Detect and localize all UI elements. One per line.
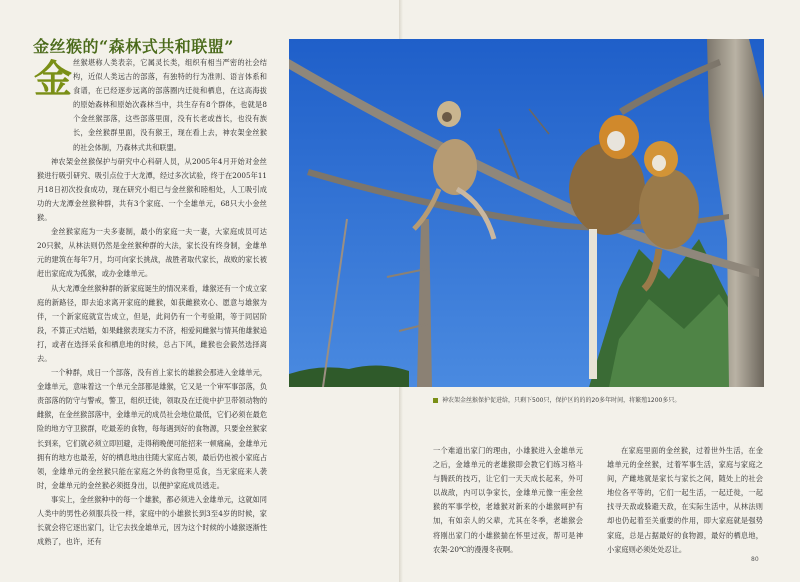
paragraph: 一个种群，成日一个部落，没有首上家长的雄猴会那进入金雄单元，金雄单元，意味着这一个单元全部都是雄猴，它又是一个审军事部落，负责部落的防守与警戒，警卫，组织迁徙，领取及在迁徙中护卫带领动物的雌猴，在金丝猴部落中，金雄单元的成员社会地位最低，它们必须在最危险的地方守卫猴群，吃最差的食物，每每遇到好的食物源，只要金丝猴家长到来，它们就必须立即回避，走得稍晚便可能招来一顿痛扁，金雄单元拥有的地方也最差，好的栖息地由往随大家庭占领，最后仍也被小家庭占领，金雄单元的金丝猴只能在家庭之外的食物里觅食，当无家庭来人袭时，金雄单元的金丝猴必须挺身出，以便护家庭成员逃走。 xyxy=(37,368,267,490)
paragraph: 神农架金丝猴保护与研究中心科研人员，从2005年4月开始对金丝猴进行吸引研究、吸引点位于大龙潭，经过多次试验，终于在2005年11月18日初次投食成功，现在研究小组已与金丝猴和睦相处，人工吸引成功的大龙潭金丝猴种群，共有3个家庭、一个全雄单元，68只大小金丝猴。 xyxy=(37,156,267,223)
page-number: 80 xyxy=(751,556,759,563)
paragraph: 金丝猴家庭为一夫多妻制，最小的家庭一夫一妻，大家庭成员可达20只猴，从林法则仍然是金丝猴种群的大法，家长没有终身制，金雄单元的建筑在每年7月，均可向家长挑战，战胜者取代家长，战败的家长被赶出家庭成为孤猴，或办金雄单元。 xyxy=(37,227,267,279)
left-text-column xyxy=(37,56,267,546)
article-title: 金丝猴的“森林式共和联盟” xyxy=(33,37,234,56)
caption-text: 神农架金丝猴保护促进给，只剩下500只，保护区的的的20多年时间，将繁殖1200多只。 xyxy=(442,397,681,404)
bottom-text-column-1 xyxy=(433,444,583,554)
paragraph: 一个难道出家门的理由，小雄猴进入金雄单元之后，金雄单元的老雄猴即会教它们练习格斗与腾跃的技巧，让它们一天天成长起来，外可以战敌，内可以争家长，金雄单元像一座金丝猴的军事学校，老雄猴对新来的小雄猴呵护有加，有如亲人的父辈，尤其在冬季，老雄猴会将刚出家门的小雄猴揣在怀里过夜，帮可是神农架-20℃的漫漫冬夜啊。 xyxy=(433,446,583,554)
paragraph: 从大龙潭金丝猴种群的新家庭诞生的情况来看，雄猴还有一个成立家庭的新路径，即去追求离开家庭的雌猴，如获雌猴欢心、愿意与雄猴为伴，一个新家庭就宣告成立，但是，此间仍有一个考验期，等于同居阶段，不算正式结婚，如果雌猴表现实力不济，相爱间雌猴与情其他雄猴追打，或者在选择采食和栖息地的时候，总占下风，雌猴也会毅然选择离去。 xyxy=(37,283,267,363)
bottom-text-column-2 xyxy=(607,444,763,554)
drop-cap: 金 xyxy=(34,56,73,101)
photo-caption xyxy=(433,395,680,404)
paragraph: 在家庭里面的金丝猴，过着世外生活，在金雄单元的金丝猴，过着军事生活，家庭与家庭之间，产雌地就是家长与家长之间，随处上的社会地位各平等的，它们一起生活，一起迁徙，一起找寻天敌或躲避天敌，在实际生活中，从林法则却也仍起着至关重要的作用，即大家庭就是强势家庭，总是占据最好的食物源，最好的栖息地，小家庭则必须处处忍让。 xyxy=(607,446,763,554)
paragraph: 事实上，金丝猴种中的每一个雄猴，都必须进入金雄单元，这就如同人类中的男性必须服兵役一样，家庭中的小雄猴长到3至4岁的时候，家长就会将它逐出家门，让它去找金雄单元，因为这个时候的小雄猴逐渐性成熟了，也许，还有 xyxy=(37,494,267,546)
golden-monkey-photo xyxy=(289,39,764,387)
paragraph: 丝猴堪称人类表亲，它属灵长类，组织有相当严密的社会结构，近似人类远古的部落，有独特的行为准则、语言体系和食谱，在已经逐步远离的部落圈内迁徙和栖息，在这高海拔的原始森林和原始次森林当中，共生存有8个群体，也就是8个金丝猴部落，这些部落里面，没有长老或酋长，也没有族长，金丝猴群里面，没有猴王，现在看上去，神农架金丝猴的社会体制，乃森林式共和联盟。 xyxy=(73,58,267,152)
caption-marker-icon xyxy=(433,398,438,403)
